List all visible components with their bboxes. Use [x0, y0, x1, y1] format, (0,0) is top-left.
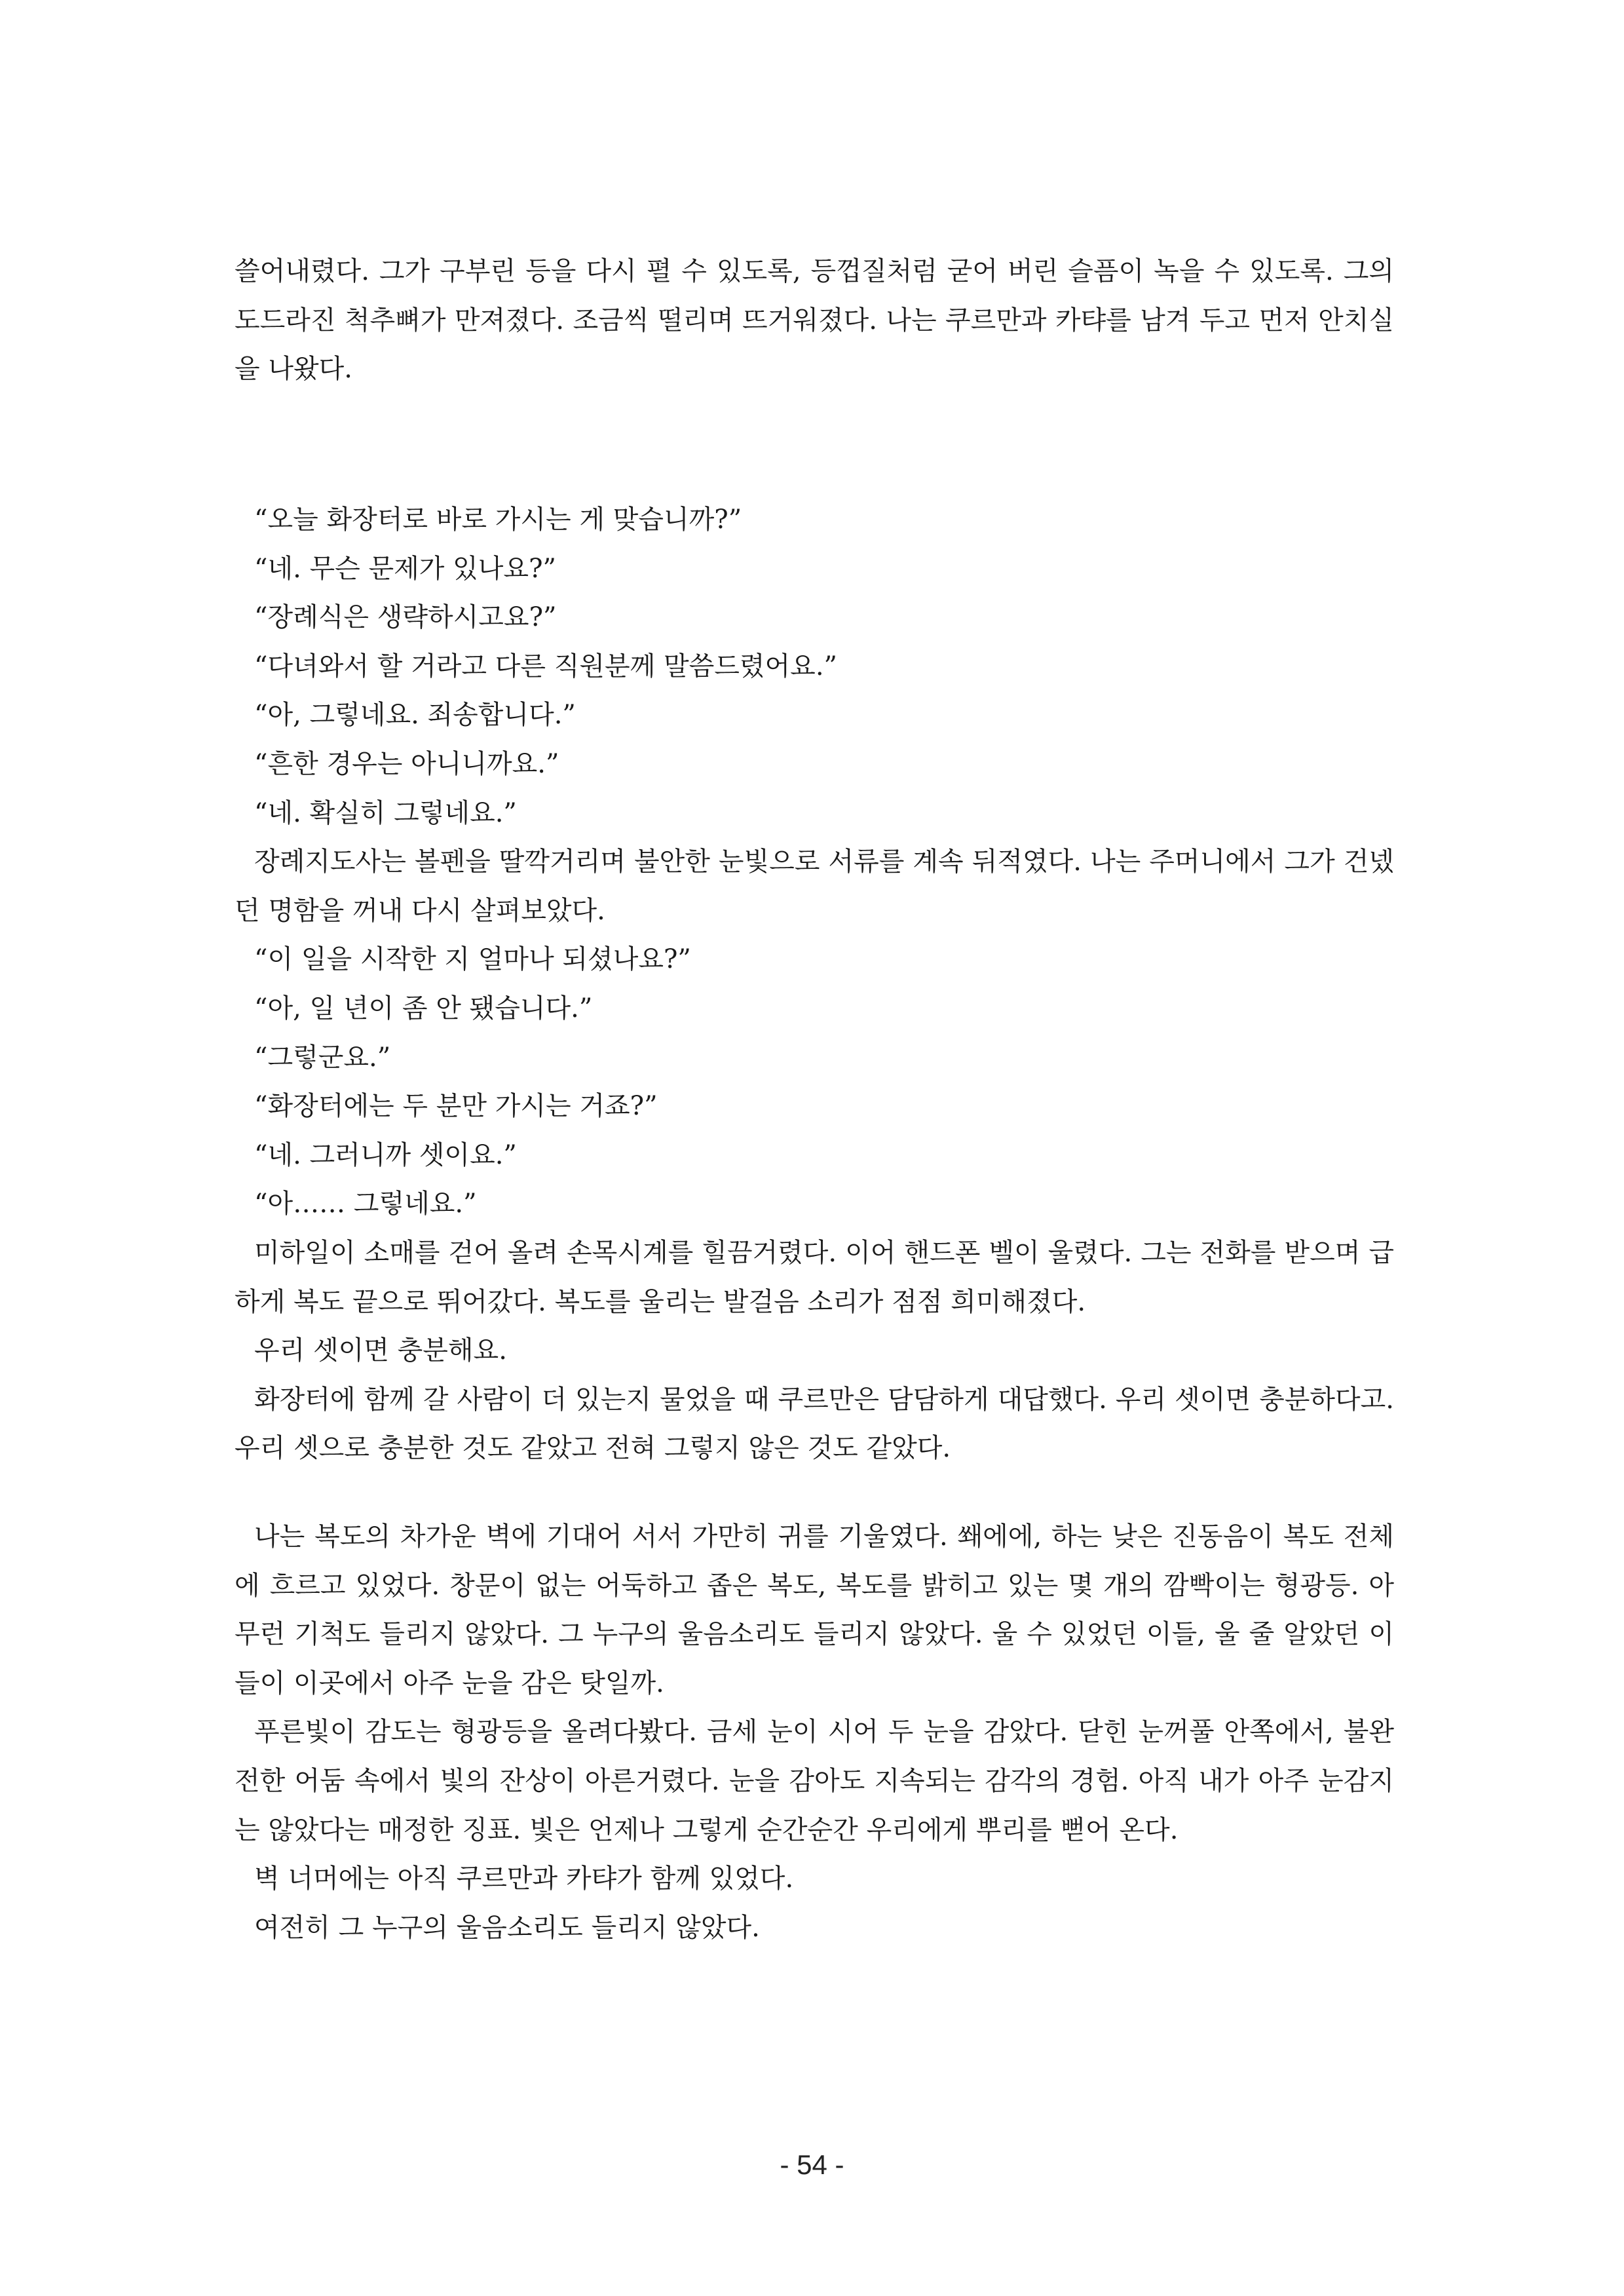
paragraph: 장례지도사는 볼펜을 딸깍거리며 불안한 눈빛으로 서류를 계속 뒤적였다. 나는 주머니에서 그가 건넸던 명함을 꺼내 다시 살펴보았다.: [235, 847, 1394, 926]
dialogue-line: “다녀와서 할 거라고 다른 직원분께 말씀드렸어요.”: [254, 651, 837, 681]
dialogue-line: “그렇군요.”: [254, 1042, 391, 1073]
dialogue-line: “네. 그러니까 셋이요.”: [254, 1139, 517, 1170]
text-block-1: [235, 247, 1394, 394]
paragraph: 미하일이 소매를 걷어 올려 손목시계를 힐끔거렸다. 이어 핸드폰 벨이 울렸다. 그는 전화를 받으며 급하게 복도 끝으로 뛰어갔다. 복도를 울리는 발걸음 소리가 점점 희미해졌다.: [235, 1237, 1394, 1317]
paragraph: 화장터에 함께 갈 사람이 더 있는지 물었을 때 쿠르만은 담담하게 대답했다. 우리 셋이면 충분하다고. 우리 셋으로 충분한 것도 같았고 전혀 그렇지 않은 것도 같았다.: [235, 1384, 1394, 1464]
dialogue-line: “아, 그렇네요. 죄송합니다.”: [254, 700, 576, 731]
dialogue-line: “흔한 경우는 아니니까요.”: [254, 748, 559, 779]
paragraph: 우리 셋이면 충분해요.: [254, 1335, 507, 1366]
dialogue-line: “오늘 화장터로 바로 가시는 게 맞습니까?”: [254, 505, 742, 535]
paragraph: 나는 복도의 차가운 벽에 기대어 서서 가만히 귀를 기울였다. 쐐에에, 하는 낮은 진동음이 복도 전체에 흐르고 있었다. 창문이 없는 어둑하고 좁은 복도, 복도를 밝히고 있는 몇 개의 깜빡이는 형광등. 아무런 기척도 들리지 않았다. 그 누구의 울음소리도 들리지 않았다. 울 수 있었던 이들, 울 줄 알았던 이들이 이곳에서 아주 눈을 감은 탓일까.: [235, 1521, 1394, 1698]
dialogue-line: “네. 무슨 문제가 있나요?”: [254, 553, 556, 584]
dialogue-line: “아…… 그렇네요.”: [254, 1189, 477, 1219]
page-number: - 54 -: [780, 2149, 844, 2180]
text-block-2: [235, 495, 1394, 1473]
dialogue-line: “화장터에는 두 분만 가시는 거죠?”: [254, 1091, 658, 1122]
dialogue-line: “장례식은 생략하시고요?”: [254, 602, 557, 633]
paragraph: 푸른빛이 감도는 형광등을 올려다봤다. 금세 눈이 시어 두 눈을 감았다. 닫힌 눈꺼풀 안쪽에서, 불완전한 어둠 속에서 빛의 잔상이 아른거렸다. 눈을 감아도 지속되는 감각의 경험. 아직 내가 아주 눈감지는 않았다는 매정한 징표. 빛은 언제나 그렇게 순간순간 우리에게 뿌리를 뻗어 온다.: [235, 1717, 1394, 1845]
paragraph: 여전히 그 누구의 울음소리도 들리지 않았다.: [254, 1912, 760, 1943]
paragraph: 쓸어내렸다. 그가 구부린 등을 다시 펼 수 있도록, 등껍질처럼 굳어 버린 슬픔이 녹을 수 있도록. 그의 도드라진 척추뼈가 만져졌다. 조금씩 떨리며 뜨거워졌다. 나는 쿠르만과 카탸를 남겨 두고 먼저 안치실을 나왔다.: [235, 256, 1394, 385]
dialogue-line: “아, 일 년이 좀 안 됐습니다.”: [254, 993, 593, 1024]
dialogue-line: “이 일을 시작한 지 얼마나 되셨나요?”: [254, 944, 691, 975]
dialogue-line: “네. 확실히 그렇네요.”: [254, 797, 517, 828]
text-block-3: [235, 1512, 1394, 1952]
paragraph: 벽 너머에는 아직 쿠르만과 카탸가 함께 있었다.: [254, 1864, 794, 1894]
